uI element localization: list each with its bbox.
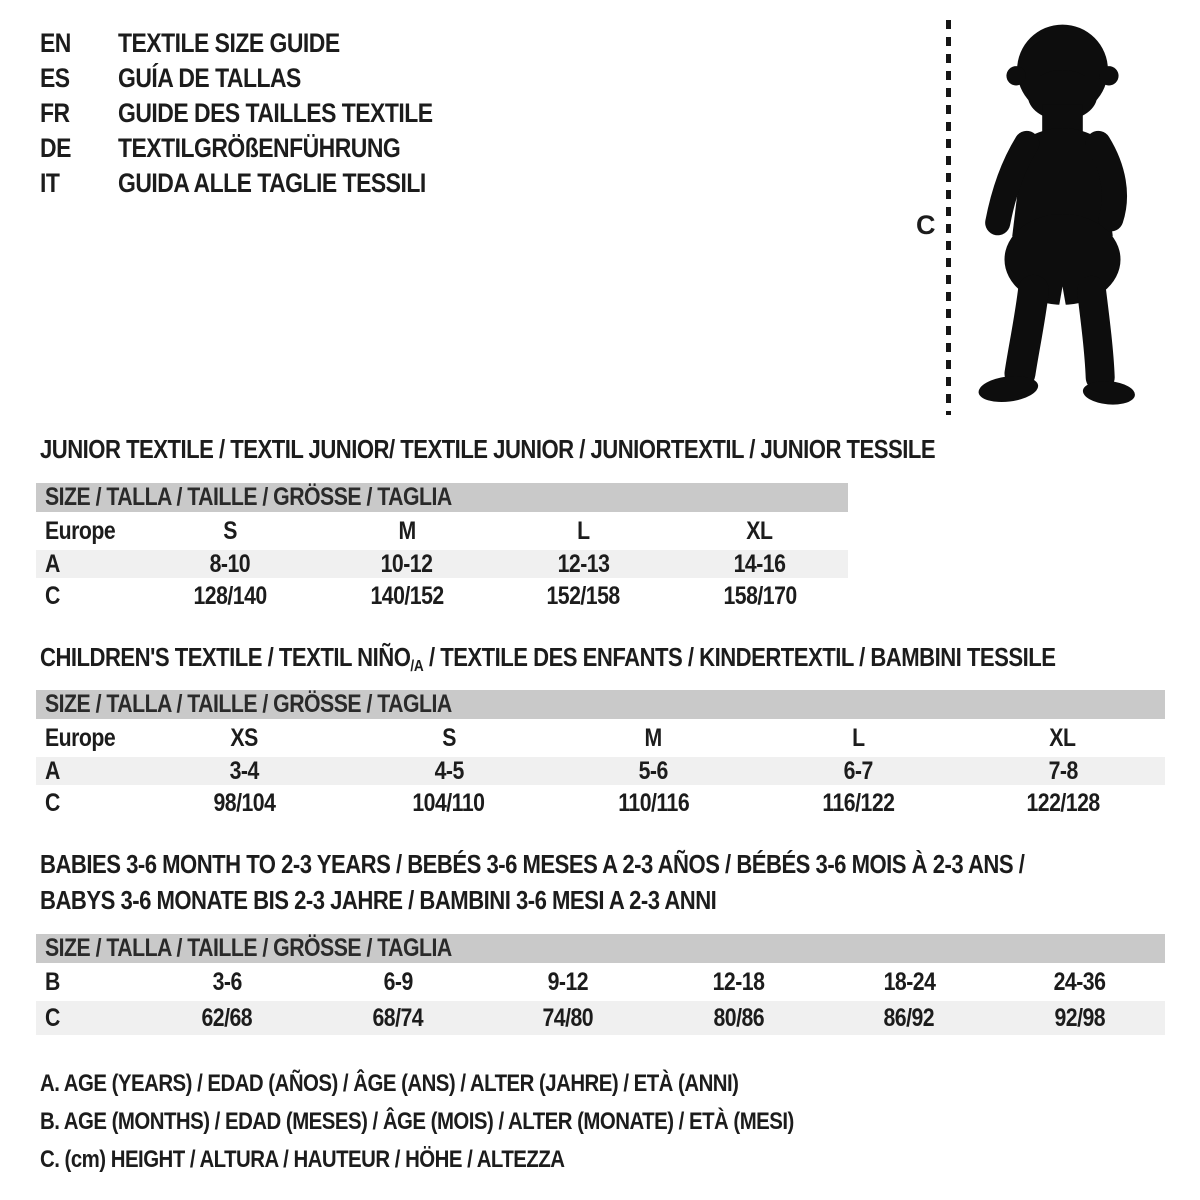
height-measure-label: C xyxy=(916,210,936,240)
table-cell: 158/170 xyxy=(723,582,797,610)
row-label: Europe xyxy=(45,516,116,545)
table-cell: 152/158 xyxy=(546,582,620,610)
table-cell: 10-12 xyxy=(380,550,433,578)
table-cell: 3-6 xyxy=(212,967,242,996)
toddler-silhouette-icon xyxy=(960,12,1165,418)
table-row xyxy=(36,963,1165,1001)
size-header-bar: SIZE / TALLA / TAILLE / GRÖSSE / TAGLIA xyxy=(36,483,848,512)
legend-line-c: C. (cm) HEIGHT / ALTURA / HAUTEUR / HÖHE / ALTEZZA xyxy=(40,1146,565,1173)
language-title: GUIDE DES TAILLES TEXTILE xyxy=(118,98,433,128)
table-row xyxy=(36,785,1165,822)
language-code: DE xyxy=(40,133,71,163)
table-cell: 110/116 xyxy=(618,789,689,817)
table-cell: 74/80 xyxy=(542,1003,594,1032)
table-cell: 140/152 xyxy=(370,582,444,610)
language-legend xyxy=(40,28,488,198)
table-cell: 92/98 xyxy=(1054,1003,1106,1032)
table-cell: L xyxy=(577,516,590,545)
table-cell: 98/104 xyxy=(213,789,276,817)
row-label: C xyxy=(45,582,60,610)
children-section-title: CHILDREN'S TEXTILE / TEXTIL NIÑO/A / TEXTILE DES ENFANTS / KINDERTEXTIL / BAMBINI TESSILE xyxy=(40,642,1056,675)
row-label: Europe xyxy=(45,723,116,752)
row-label: C xyxy=(45,789,60,817)
legend-line-b: B. AGE (MONTHS) / EDAD (MESES) / ÂGE (MOIS) / ALTER (MONATE) / ETÀ (MESI) xyxy=(40,1108,794,1135)
junior-section-title: JUNIOR TEXTILE / TEXTIL JUNIOR/ TEXTILE JUNIOR / JUNIORTEXTIL / JUNIOR TESSILE xyxy=(40,434,936,464)
table-cell: XL xyxy=(746,516,773,545)
table-row xyxy=(36,757,1165,785)
table-cell: 104/110 xyxy=(412,789,485,817)
table-cell: 3-4 xyxy=(229,757,259,785)
language-code: EN xyxy=(40,28,71,58)
height-measure-dashed-line xyxy=(946,20,951,415)
language-title: GUIDA ALLE TAGLIE TESSILI xyxy=(118,168,426,198)
table-cell: 5-6 xyxy=(638,757,669,785)
table-cell: S xyxy=(442,723,456,752)
table-cell: M xyxy=(398,516,416,545)
table-row xyxy=(36,550,848,578)
table-cell: 116/122 xyxy=(822,789,895,817)
table-cell: 128/140 xyxy=(193,582,267,610)
table-cell: 24-36 xyxy=(1053,967,1106,996)
table-cell: 4-5 xyxy=(434,757,464,785)
children-size-table xyxy=(36,690,1165,822)
table-cell: 68/74 xyxy=(372,1003,424,1032)
language-title: TEXTILE SIZE GUIDE xyxy=(118,28,340,58)
table-cell: 62/68 xyxy=(201,1003,253,1032)
table-row xyxy=(36,512,848,550)
table-cell: 9-12 xyxy=(547,967,589,996)
legend-line-a: A. AGE (YEARS) / EDAD (AÑOS) / ÂGE (ANS) / ALTER (JAHRE) / ETÀ (ANNI) xyxy=(40,1070,739,1097)
junior-size-table xyxy=(36,483,848,615)
table-cell: 86/92 xyxy=(883,1003,935,1032)
language-title: TEXTILGRÖßENFÜHRUNG xyxy=(118,133,401,163)
table-cell: 80/86 xyxy=(713,1003,765,1032)
row-label: B xyxy=(45,967,60,996)
table-row xyxy=(36,578,848,615)
language-title: GUÍA DE TALLAS xyxy=(118,63,301,93)
table-cell: S xyxy=(223,516,238,545)
table-cell: 122/128 xyxy=(1026,789,1100,817)
table-cell: L xyxy=(851,723,865,752)
size-header-bar: SIZE / TALLA / TAILLE / GRÖSSE / TAGLIA xyxy=(36,690,1165,719)
babies-section-title-line2: BABYS 3-6 MONATE BIS 2-3 JAHRE / BAMBINI 3-6 MESI A 2-3 ANNI xyxy=(40,885,717,915)
table-cell: 12-13 xyxy=(557,550,610,578)
table-row xyxy=(36,719,1165,757)
table-cell: 18-24 xyxy=(883,967,936,996)
table-cell: XS xyxy=(230,723,258,752)
language-code: IT xyxy=(40,168,60,198)
title-subscript: /A xyxy=(410,658,424,675)
table-cell: M xyxy=(644,723,663,752)
row-label: A xyxy=(45,550,60,578)
table-cell: 8-10 xyxy=(209,550,251,578)
language-code: FR xyxy=(40,98,70,128)
language-code: ES xyxy=(40,63,70,93)
babies-size-table xyxy=(36,934,1165,1035)
row-label: A xyxy=(45,757,60,785)
table-cell: 6-9 xyxy=(383,967,413,996)
table-cell: 6-7 xyxy=(843,757,873,785)
babies-section-title-line1: BABIES 3-6 MONTH TO 2-3 YEARS / BEBÉS 3-6 MESES A 2-3 AÑOS / BÉBÉS 3-6 MOIS À 2-3 ANS / xyxy=(40,849,1025,879)
table-cell: 7-8 xyxy=(1048,757,1078,785)
table-row xyxy=(36,1001,1165,1035)
size-header-bar: SIZE / TALLA / TAILLE / GRÖSSE / TAGLIA xyxy=(36,934,1165,963)
table-cell: XL xyxy=(1049,723,1076,752)
table-cell: 14-16 xyxy=(733,550,786,578)
table-cell: 12-18 xyxy=(712,967,765,996)
row-label: C xyxy=(45,1003,60,1032)
